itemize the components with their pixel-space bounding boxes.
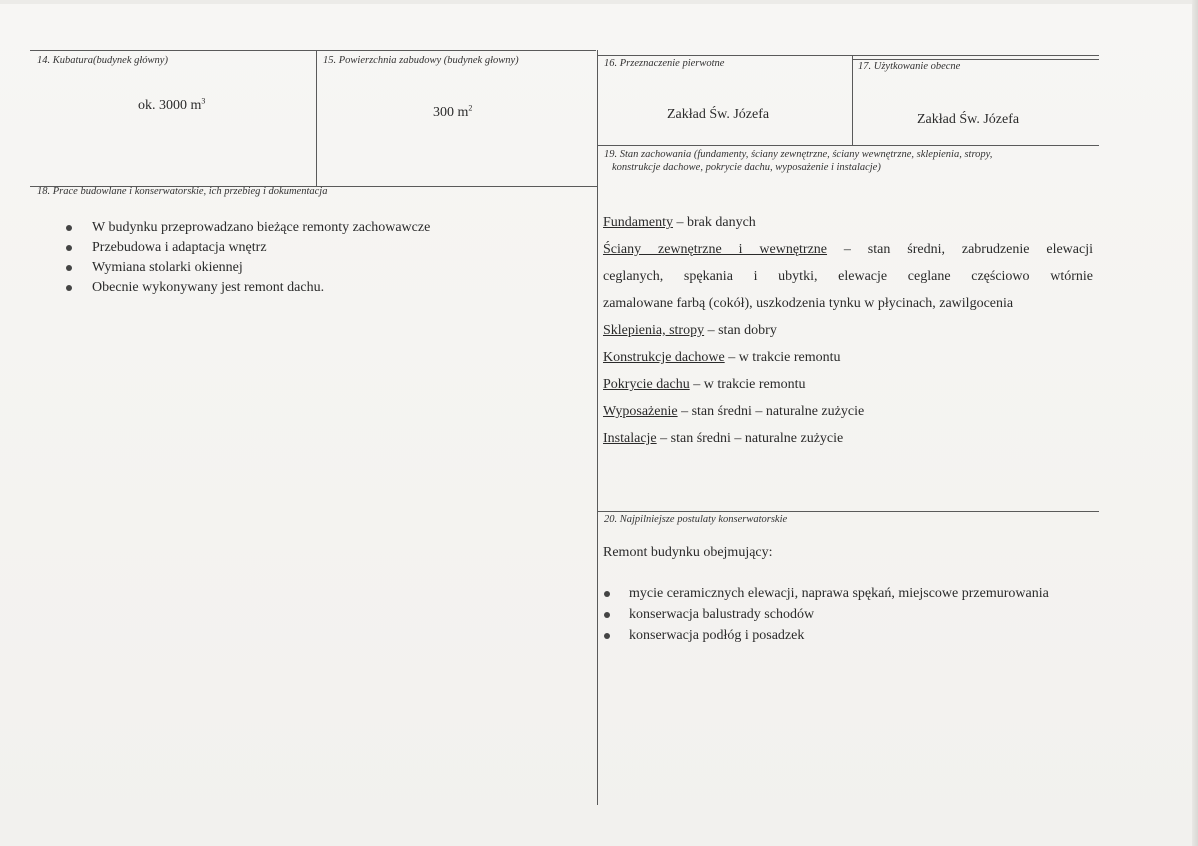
list-item-text: konserwacja podłóg i posadzek: [629, 628, 805, 643]
state-text: – stan średni – naturalne zużycie: [656, 431, 844, 446]
state-row-konstrukcje: [603, 347, 1093, 374]
state-term: Pokrycie dachu: [603, 377, 690, 392]
list-item: [64, 258, 430, 278]
page-right-edge: [1192, 0, 1198, 846]
bullet-icon: [66, 245, 72, 251]
page-top-edge: [0, 0, 1198, 4]
field-20-intro: Remont budynku obejmujący:: [603, 545, 773, 560]
state-term: Konstrukcje dachowe: [603, 350, 725, 365]
divider-14-15: [316, 50, 317, 186]
bullet-icon: [66, 265, 72, 271]
list-item-text: Obecnie wykonywany jest remont dachu.: [92, 280, 325, 295]
list-item: [603, 606, 1095, 623]
state-row-sciany-cont-2: [603, 293, 1093, 320]
state-row-instalacje: [603, 428, 1093, 455]
field-19-label-line1: 19. Stan zachowania (fundamenty, ściany zewnętrzne, ściany wewnętrzne, sklepienia, stropy,: [604, 149, 993, 160]
state-term: Sklepienia, stropy: [603, 323, 705, 338]
divider-main: [597, 50, 598, 805]
field-20-label: 20. Najpilniejsze postulaty konserwatorskie: [604, 514, 788, 525]
field-19-content: [603, 212, 1093, 455]
field-16-label: 16. Przeznaczenie pierwotne: [604, 58, 725, 69]
field-18-list: [64, 218, 430, 298]
field-15-value: [433, 105, 472, 121]
bullet-icon: [604, 612, 610, 618]
field-17-value: Zakład Św. Józefa: [917, 112, 1020, 127]
list-item-text: W budynku przeprowadzano bieżące remonty zachowawcze: [92, 220, 431, 235]
field-18-label: 18. Prace budowlane i konserwatorskie, ich przebieg i dokumentacja: [37, 186, 328, 197]
field-15-unit-exponent: 2: [468, 103, 473, 113]
state-text: – w trakcie remontu: [724, 350, 841, 365]
bullet-icon: [604, 633, 610, 639]
bullet-icon: [66, 225, 72, 231]
list-item-text: mycie ceramicznych elewacji, naprawa spękań, miejscowe przemurowania: [629, 586, 1049, 601]
list-item: [64, 278, 430, 298]
state-text: – brak danych: [673, 215, 756, 230]
rule-top-left: [30, 50, 596, 51]
state-row-wyposazenie: [603, 401, 1093, 428]
bullet-icon: [604, 591, 610, 597]
field-14-label: 14. Kubatura(budynek główny): [37, 55, 168, 66]
list-item-text: Przebudowa i adaptacja wnętrz: [92, 240, 267, 255]
state-term: Ściany zewnętrzne i wewnętrzne: [603, 242, 828, 257]
field-14-value-text: ok. 3000 m: [138, 98, 202, 113]
field-14-value: [138, 98, 205, 114]
state-text: – stan średni, zabrudzenie elewacji: [827, 242, 1093, 257]
divider-16-17: [852, 55, 853, 145]
state-row-pokrycie: [603, 374, 1093, 401]
field-19-label-line2: konstrukcje dachowe, pokrycie dachu, wyposażenie i instalacje): [612, 162, 881, 173]
list-item: [64, 218, 430, 238]
list-item: [603, 627, 1095, 644]
state-term: Wyposażenie: [603, 404, 678, 419]
bullet-icon: [66, 285, 72, 291]
rule-under-16-17: [597, 145, 1099, 146]
state-term: Fundamenty: [603, 215, 673, 230]
rule-top-right-under: [852, 59, 1099, 60]
field-15-label: 15. Powierzchnia zabudowy (budynek głowny): [323, 55, 519, 66]
state-text: – w trakcie remontu: [689, 377, 806, 392]
rule-above-20: [597, 511, 1099, 512]
list-item-text: Wymiana stolarki okiennej: [92, 260, 243, 275]
state-text: zamalowane farbą (cokół), uszkodzenia tynku w płycinach, zawilgocenia: [603, 296, 1014, 311]
field-17-label: 17. Użytkowanie obecne: [858, 61, 961, 72]
state-text: ceglanych, spękania i ubytki, elewacje ceglane częściowo wtórnie: [603, 269, 1093, 284]
list-item: [64, 238, 430, 258]
state-row-sklepienia: [603, 320, 1093, 347]
list-item: [603, 585, 1095, 602]
field-16-value: Zakład Św. Józefa: [667, 107, 770, 122]
list-item-text: konserwacja balustrady schodów: [629, 607, 815, 622]
state-row-sciany-cont-1: [603, 266, 1093, 293]
state-text: – stan dobry: [704, 323, 777, 338]
field-15-value-text: 300 m: [433, 105, 469, 120]
field-20-list: [603, 585, 1095, 648]
state-row-fundamenty: [603, 212, 1093, 239]
state-row-sciany: [603, 239, 1093, 266]
state-text: – stan średni – naturalne zużycie: [677, 404, 865, 419]
state-term: Instalacje: [603, 431, 657, 446]
rule-top-right: [597, 55, 1099, 56]
field-14-unit-exponent: 3: [201, 96, 206, 106]
